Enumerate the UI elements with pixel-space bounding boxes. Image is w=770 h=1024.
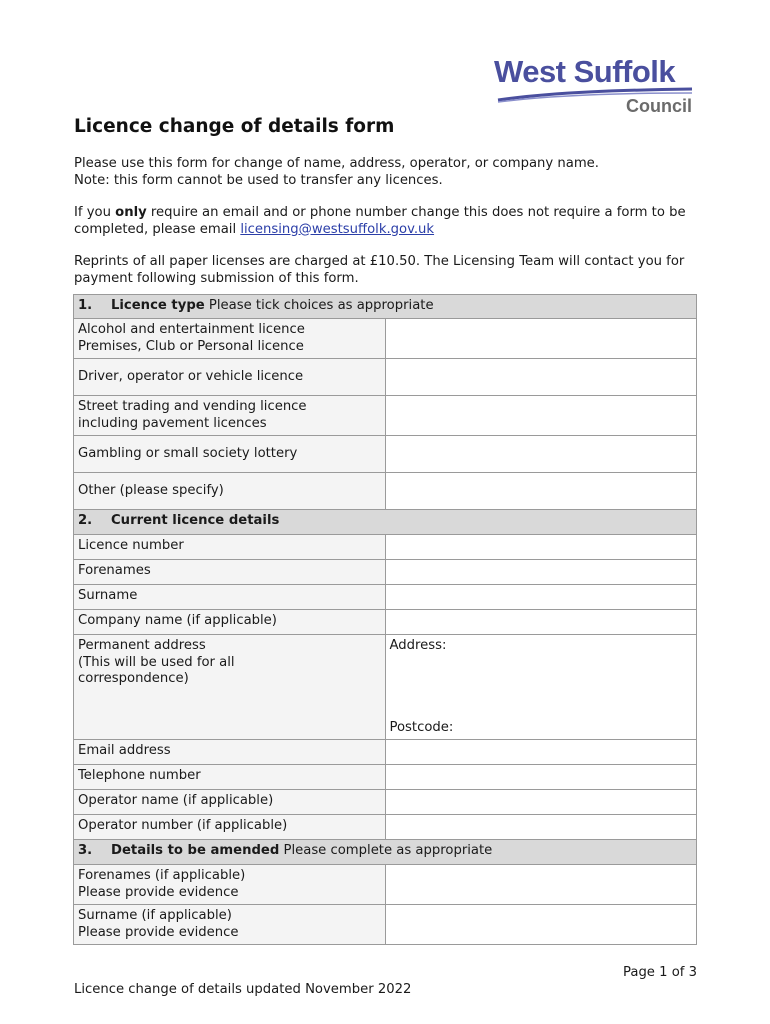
field-label: Operator number (if applicable): [74, 815, 386, 840]
licence-type-label: Gambling or small society lottery: [74, 436, 386, 473]
section-3-subtitle: Please complete as appropriate: [279, 843, 493, 858]
operator-name-field[interactable]: [385, 790, 697, 815]
licence-change-form-table: [73, 294, 697, 945]
licence-type-label: Alcohol and entertainment licence Premises, Club or Personal licence: [74, 319, 386, 359]
field-label: Email address: [74, 740, 386, 765]
section-2-number: 2.: [78, 513, 93, 528]
address-row: [74, 635, 697, 740]
reprint-fee-paragraph: Reprints of all paper licenses are charged at £10.50. The Licensing Team will contact you for payment following submission of this form.: [74, 254, 685, 286]
licensing-email-link[interactable]: licensing@westsuffolk.gov.uk: [240, 221, 435, 237]
licence-type-alcohol-checkbox[interactable]: [385, 319, 697, 359]
field-row: [74, 585, 697, 610]
section-1-title: Licence type: [111, 298, 205, 313]
field-label: Company name (if applicable): [74, 610, 386, 635]
section-2-header: [74, 510, 697, 535]
postcode-label: Postcode:: [389, 719, 454, 735]
field-row: [74, 740, 697, 765]
logo-wordmark: West Suffolk: [494, 54, 676, 89]
amend-row-forenames: [74, 865, 697, 905]
amend-row-surname: [74, 905, 697, 945]
section-3-number: 3.: [78, 843, 93, 858]
amend-forenames-label: Forenames (if applicable) Please provide evidence: [74, 865, 386, 905]
licence-type-label: Other (please specify): [74, 473, 386, 510]
licence-type-label: Street trading and vending licence including pavement licences: [74, 396, 386, 436]
amend-surname-field[interactable]: [385, 905, 697, 945]
email-address-field[interactable]: [385, 740, 697, 765]
field-label: Licence number: [74, 535, 386, 560]
p2-text-a: If you: [74, 205, 116, 220]
section-2-title: Current licence details: [111, 513, 280, 528]
section-3-title: Details to be amended: [111, 843, 280, 858]
footer-version-note: Licence change of details updated November 2022: [74, 982, 412, 997]
address-label: Address:: [389, 638, 447, 653]
section-3-header: [74, 840, 697, 865]
surname-field[interactable]: [385, 585, 697, 610]
field-label: Surname: [74, 585, 386, 610]
licence-type-row-street-trading: [74, 396, 697, 436]
telephone-number-field[interactable]: [385, 765, 697, 790]
licence-type-row-alcohol: [74, 319, 697, 359]
company-name-field[interactable]: [385, 610, 697, 635]
page-title: Licence change of details form: [74, 116, 395, 137]
licence-type-row-other: [74, 473, 697, 510]
west-suffolk-council-logo: [488, 54, 702, 124]
amend-forenames-field[interactable]: [385, 865, 697, 905]
licence-type-other-field[interactable]: [385, 473, 697, 510]
email-only-paragraph: [74, 205, 704, 238]
intro-line-1: Please use this form for change of name, address, operator, or company name.: [74, 156, 599, 171]
field-row: [74, 535, 697, 560]
field-label: Operator name (if applicable): [74, 790, 386, 815]
licence-number-field[interactable]: [385, 535, 697, 560]
intro-paragraph: [74, 156, 704, 189]
section-1-number: 1.: [78, 298, 93, 313]
p2-text-b: require an email and or phone number change this does not require a form to be completed, please email: [74, 205, 686, 237]
licence-type-label: Driver, operator or vehicle licence: [74, 359, 386, 396]
forenames-field[interactable]: [385, 560, 697, 585]
field-label: Forenames: [74, 560, 386, 585]
field-row: [74, 790, 697, 815]
field-label: Telephone number: [74, 765, 386, 790]
field-row: [74, 560, 697, 585]
operator-number-field[interactable]: [385, 815, 697, 840]
field-row: [74, 765, 697, 790]
p2-bold-only: only: [115, 205, 147, 220]
licence-type-row-gambling: [74, 436, 697, 473]
licence-type-street-trading-checkbox[interactable]: [385, 396, 697, 436]
section-1-header: [74, 295, 697, 319]
permanent-address-label: Permanent address (This will be used for all correspondence): [74, 635, 386, 740]
licence-type-gambling-checkbox[interactable]: [385, 436, 697, 473]
intro-line-2: Note: this form cannot be used to transfer any licences.: [74, 172, 443, 188]
licence-type-row-driver: [74, 359, 697, 396]
address-field[interactable]: [385, 635, 697, 740]
logo-council-text: Council: [626, 96, 692, 116]
amend-surname-label: Surname (if applicable) Please provide evidence: [74, 905, 386, 945]
section-1-subtitle: Please tick choices as appropriate: [204, 298, 434, 313]
page-number: Page 1 of 3: [623, 965, 697, 980]
field-row: [74, 610, 697, 635]
licence-type-driver-checkbox[interactable]: [385, 359, 697, 396]
field-row: [74, 815, 697, 840]
